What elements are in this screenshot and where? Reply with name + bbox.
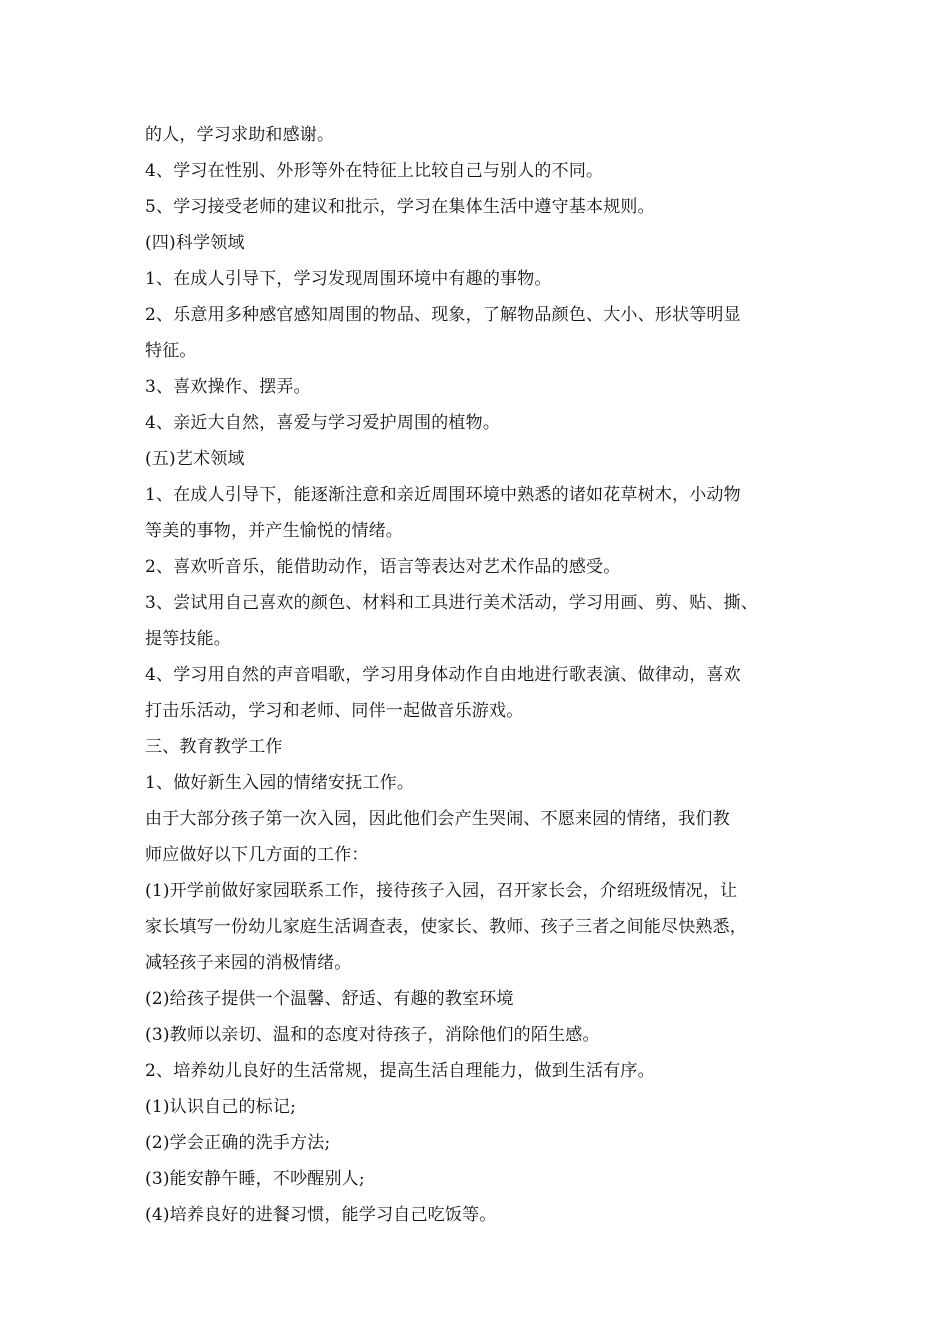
text-line: 4、亲近大自然，喜爱与学习爱护周围的植物。: [145, 413, 501, 433]
text-line: 2、喜欢听音乐，能借助动作，语言等表达对艺术作品的感受。: [145, 557, 621, 577]
text-line: (3)能安静午睡，不吵醒别人;: [145, 1169, 365, 1189]
text-line: 5、学习接受老师的建议和批示，学习在集体生活中遵守基本规则。: [145, 197, 655, 217]
text-line: 提等技能。: [145, 629, 231, 649]
text-line: (3)教师以亲切、温和的态度对待孩子，消除他们的陌生感。: [145, 1025, 600, 1045]
text-line: 家长填写一份幼儿家庭生活调查表，使家长、教师、孩子三者之间能尽快熟悉，: [145, 917, 747, 937]
text-line: 减轻孩子来园的消极情绪。: [145, 953, 352, 973]
text-line: 的人，学习求助和感谢。: [145, 125, 335, 145]
text-line: 2、乐意用多种感官感知周围的物品、现象，了解物品颜色、大小、形状等明显: [145, 305, 741, 325]
text-line: 4、学习用自然的声音唱歌，学习用身体动作自由地进行歌表演、做律动，喜欢: [145, 665, 741, 685]
text-line: 1、在成人引导下，学习发现周围环境中有趣的事物。: [145, 269, 552, 289]
section-heading: (四)科学领域: [145, 233, 245, 253]
section-heading: 三、教育教学工作: [145, 737, 283, 757]
text-line: (1)认识自己的标记;: [145, 1097, 297, 1117]
text-line: (1)开学前做好家园联系工作，接待孩子入园，召开家长会，介绍班级情况，让: [145, 881, 738, 901]
text-line: 3、尝试用自己喜欢的颜色、材料和工具进行美术活动，学习用画、剪、贴、撕、: [145, 593, 759, 613]
text-line: (2)学会正确的洗手方法;: [145, 1133, 331, 1153]
text-line: 4、学习在性别、外形等外在特征上比较自己与别人的不同。: [145, 161, 604, 181]
text-line: 1、在成人引导下，能逐渐注意和亲近周围环境中熟悉的诸如花草树木，小动物: [145, 485, 741, 505]
text-line: 2、培养幼儿良好的生活常规，提高生活自理能力，做到生活有序。: [145, 1061, 655, 1081]
text-line: 等美的事物，并产生愉悦的情绪。: [145, 521, 403, 541]
text-line: 3、喜欢操作、摆弄。: [145, 377, 311, 397]
text-line: 师应做好以下几方面的工作：: [145, 845, 369, 865]
text-line: (4)培养良好的进餐习惯，能学习自己吃饭等。: [145, 1205, 497, 1225]
text-line: 打击乐活动，学习和老师、同伴一起做音乐游戏。: [145, 701, 524, 721]
document-body: [145, 117, 825, 1233]
text-line: 特征。: [145, 341, 197, 361]
text-line: 1、做好新生入园的情绪安抚工作。: [145, 773, 415, 793]
text-line: 由于大部分孩子第一次入园，因此他们会产生哭闹、不愿来园的情绪，我们教: [145, 809, 730, 829]
section-heading: (五)艺术领域: [145, 449, 245, 469]
text-line: (2)给孩子提供一个温馨、舒适、有趣的教室环境: [145, 989, 514, 1009]
